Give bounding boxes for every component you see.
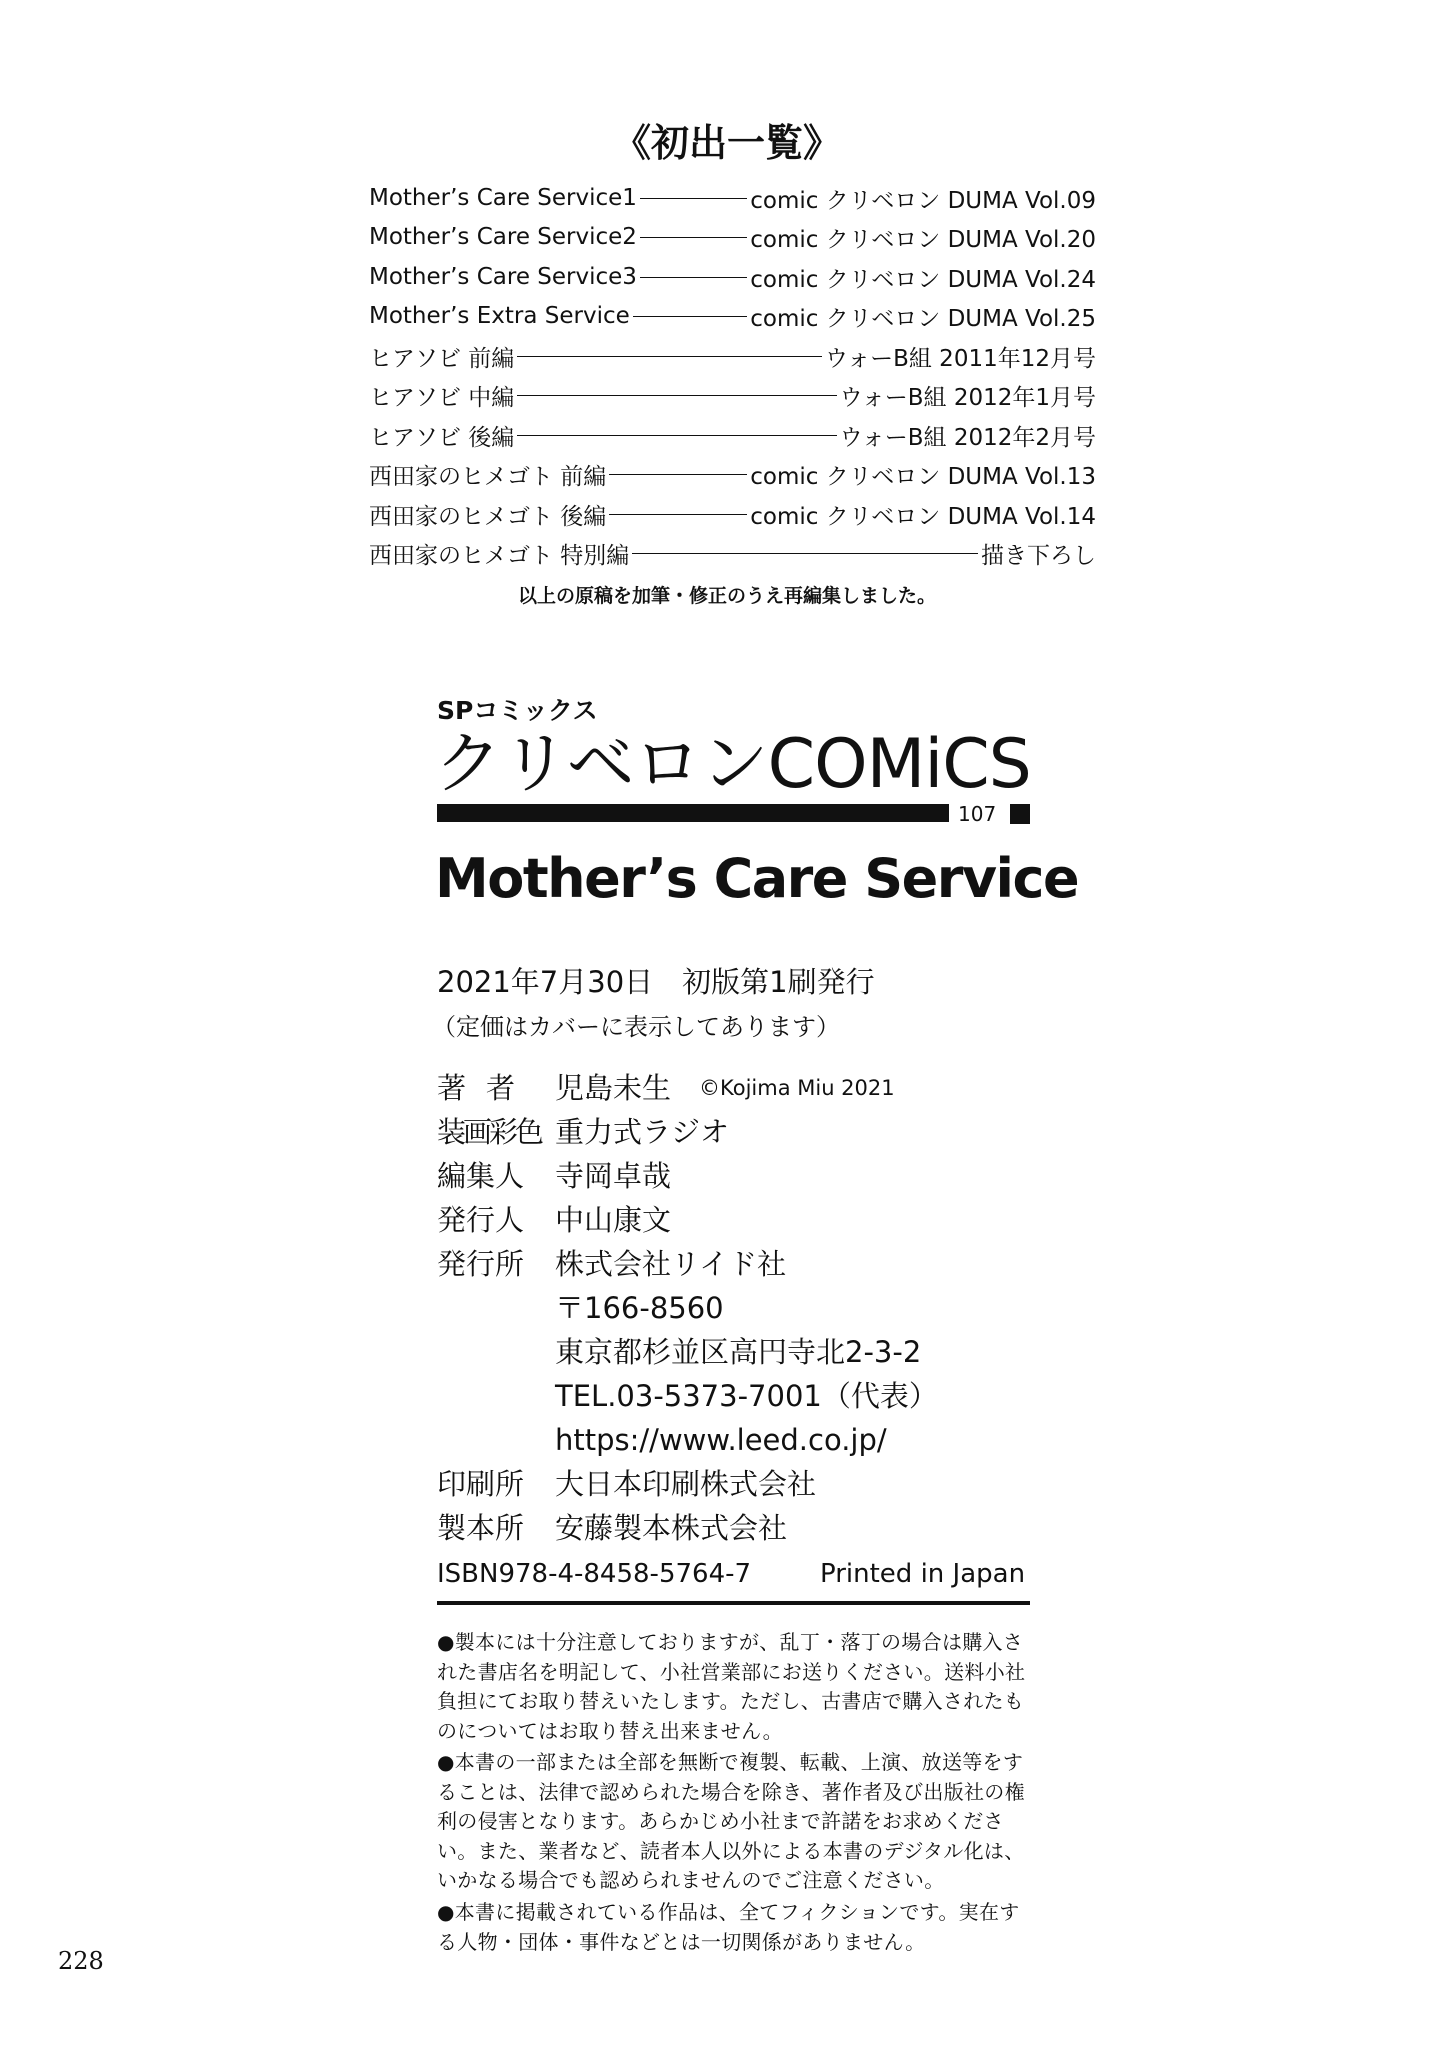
notice-paragraph: ●本書の一部または全部を無断で複製、転載、上演、放送等をすることは、法律で認められた場合を除き、著作者及び出版社の権利の侵害となります。あらかじめ小社まで許諾をお求めください。また、業者など、読者本人以外による本書のデジタル化は、いかなる場合でも認められませんのでご注意ください。: [437, 1750, 1025, 1892]
leader-line: [517, 356, 822, 357]
credit-label: 印刷所: [437, 1467, 525, 1501]
printed-in: Printed in Japan: [820, 1559, 1026, 1589]
entry-title: 西田家のヒメゴト 前編: [369, 463, 607, 490]
revision-note: 以上の原稿を加筆・修正のうえ再編集しました。: [517, 585, 936, 607]
label-logo: クリベロンCOMiCS: [434, 725, 1031, 804]
leader-line: [633, 316, 748, 317]
book-title: Mother’s Care Service: [435, 847, 1079, 910]
credit-value: 東京都杉並区高円寺北2-3-2: [555, 1335, 922, 1369]
publication-entry: [369, 336, 1096, 376]
credit-value: 大日本印刷株式会社: [555, 1467, 817, 1501]
notice-paragraph: ●製本には十分注意しておりますが、乱丁・落丁の場合は購入された書店名を明記して、小社営業部にお送りください。送料小社負担にてお取り替えいたします。ただし、古書店で購入されたものについてはお取り替え出来ません。: [437, 1630, 1026, 1743]
publication-entry: [369, 454, 1096, 494]
credit-label: 製本所: [437, 1511, 525, 1545]
label-number: 107: [958, 802, 997, 826]
credit-value: 寺岡卓哉: [555, 1159, 672, 1193]
entry-source: comic クリベロン DUMA Vol.20: [750, 226, 1096, 253]
publication-entry: [369, 296, 1096, 336]
price-note: （定価はカバーに表示してあります）: [432, 1013, 840, 1041]
credit-label: 装画彩色: [437, 1115, 542, 1149]
leader-line: [609, 514, 747, 515]
leader-line: [517, 435, 836, 436]
entry-title: ヒアソビ 前編: [369, 345, 515, 372]
credit-value: 児島未生: [555, 1071, 672, 1105]
credit-value: 重力式ラジオ: [555, 1115, 730, 1149]
credit-label: 発行所: [437, 1247, 525, 1281]
credit-label: 著者: [437, 1071, 536, 1105]
entry-source: comic クリベロン DUMA Vol.09: [750, 187, 1096, 214]
publication-entry: [369, 494, 1096, 534]
leader-line: [632, 553, 978, 554]
entry-title: ヒアソビ 中編: [369, 384, 515, 411]
leader-line: [609, 474, 747, 475]
credit-value: 〒166-8560: [555, 1291, 724, 1325]
leader-line: [640, 198, 747, 199]
entry-source: comic クリベロン DUMA Vol.24: [750, 266, 1096, 293]
entry-title: Mother’s Care Service2: [369, 224, 637, 250]
notice-paragraph: ●本書に掲載されている作品は、全てフィクションです。実在する人物・団体・事件などとは一切関係がありません。: [437, 1900, 1020, 1954]
copyright-notice: ©Kojima Miu 2021: [699, 1076, 895, 1100]
entry-source: comic クリベロン DUMA Vol.25: [750, 305, 1096, 332]
entry-source: comic クリベロン DUMA Vol.14: [750, 503, 1096, 530]
credit-value: 中山康文: [555, 1203, 672, 1237]
page-number: 228: [58, 1947, 104, 1975]
entry-source: 描き下ろし: [981, 542, 1096, 569]
first-publication-heading: 《初出一覧》: [612, 121, 841, 165]
colophon-rule: [437, 1601, 1030, 1605]
publication-entry: [369, 533, 1096, 573]
publication-date: 2021年7月30日 初版第1刷発行: [437, 965, 875, 999]
credit-value: TEL.03-5373-7001（代表）: [555, 1379, 938, 1413]
credit-value: 安藤製本株式会社: [555, 1511, 788, 1545]
publication-entry: [369, 375, 1096, 415]
credit-label: 編集人: [437, 1159, 525, 1193]
entry-source: ウォーB組 2012年1月号: [839, 384, 1096, 411]
entry-title: Mother’s Care Service1: [369, 185, 637, 211]
credit-value: https://www.leed.co.jp/: [555, 1423, 887, 1457]
entry-source: ウォーB組 2012年2月号: [839, 424, 1096, 451]
leader-line: [640, 237, 747, 238]
entry-title: 西田家のヒメゴト 特別編: [369, 542, 630, 569]
entry-title: Mother’s Extra Service: [369, 303, 630, 329]
leader-line: [640, 277, 747, 278]
publication-entry: [369, 217, 1096, 257]
entry-title: 西田家のヒメゴト 後編: [369, 503, 607, 530]
entry-title: Mother’s Care Service3: [369, 264, 637, 290]
publication-entry: [369, 257, 1096, 297]
publication-entry: [369, 178, 1096, 218]
credit-value: 株式会社リイド社: [555, 1247, 787, 1281]
publication-entry: [369, 415, 1096, 455]
label-prefix: SPコミックス: [437, 696, 598, 725]
entry-source: comic クリベロン DUMA Vol.13: [750, 463, 1096, 490]
leader-line: [517, 395, 836, 396]
label-square-mark: [1010, 804, 1030, 824]
label-bar: [437, 804, 949, 822]
entry-title: ヒアソビ 後編: [369, 424, 515, 451]
entry-source: ウォーB組 2011年12月号: [825, 345, 1096, 372]
credit-label: 発行人: [437, 1203, 525, 1237]
isbn: ISBN978-4-8458-5764-7: [437, 1559, 752, 1589]
